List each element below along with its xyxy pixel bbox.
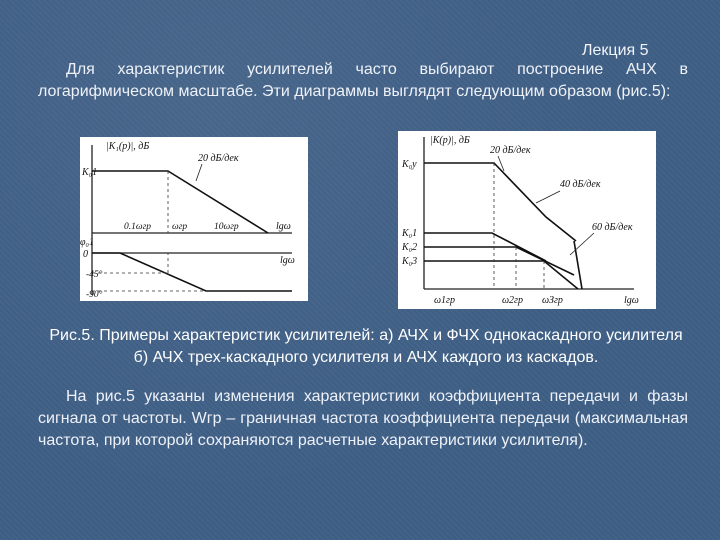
fig-a-tick-1: 0.1ωгр	[124, 222, 152, 232]
figure-a	[80, 137, 308, 301]
fig-b-k02: K₀2	[402, 242, 418, 253]
fig-b-slope-60: 60 дБ/дек	[592, 222, 633, 233]
fig-b-slope-60-leader	[570, 233, 594, 255]
lecture-number: Лекция 5	[582, 42, 649, 59]
fig-a-x-axis-label: lgω	[276, 221, 291, 232]
fig-b-x-axis-label: lgω	[624, 295, 639, 306]
fig-b-slope-40: 40 дБ/дек	[560, 179, 601, 190]
figure-b-diagram	[398, 131, 656, 309]
figure-b	[398, 131, 656, 309]
fig-b-slope-20: 20 дБ/дек	[490, 145, 531, 156]
fig-a-phase-zero: 0	[83, 249, 88, 260]
fig-b-total-curve	[424, 163, 576, 241]
fig-a-phase-tick-90: -90°	[86, 290, 103, 300]
fig-a-tick-3: 10ωгр	[214, 222, 239, 232]
fig-b-tick-1: ω1гр	[434, 295, 455, 306]
fig-b-k-total: K₀у	[402, 159, 417, 170]
fig-a-phase-label: φ₀1	[80, 237, 95, 248]
fig-a-slope-leader	[196, 164, 202, 181]
fig-a-tick-2: ωгр	[172, 222, 188, 232]
fig-b-tick-3: ωЗгр	[542, 295, 563, 306]
fig-a-y-label: |K₁(p)|, дБ	[106, 141, 150, 152]
fig-b-slope-40-leader	[536, 191, 560, 203]
fig-b-k01: K₀1	[402, 228, 418, 239]
fig-b-tick-2: ω2гр	[502, 295, 523, 306]
fig-a-phase-x-label: lgω	[280, 255, 295, 266]
figure-caption: Рис.5. Примеры характеристик усилителей: а) АЧХ и ФЧХ однокаскадного усилителя б) АЧХ трех-каскадного усилителя и АЧХ каждого из каскадов.	[49, 327, 683, 366]
fig-b-y-label: |K(p)|, дБ	[430, 135, 470, 146]
fig-b-k03: K₀3	[402, 256, 418, 267]
figure-a-diagram	[80, 137, 308, 301]
body-paragraph: На рис.5 указаны изменения характеристики коэффициента передачи и фазы сигнала от частоты. Wгр – граничная частота коэффициента передачи (максимальная частота, при которой сохраняются расчетные характеристики усилителя).	[38, 388, 688, 449]
fig-a-phase-tick-45: -45°	[86, 270, 103, 280]
intro-paragraph: Для характеристик усилителей часто выбирают построение АЧХ в логарифмическом масштабе. Эти диаграммы выглядят следующим образом (рис.5):	[38, 61, 688, 100]
fig-a-pfc-curve	[92, 253, 292, 291]
fig-a-k-label: K₀1	[82, 167, 98, 178]
fig-a-slope-label: 20 дБ/дек	[198, 153, 239, 164]
